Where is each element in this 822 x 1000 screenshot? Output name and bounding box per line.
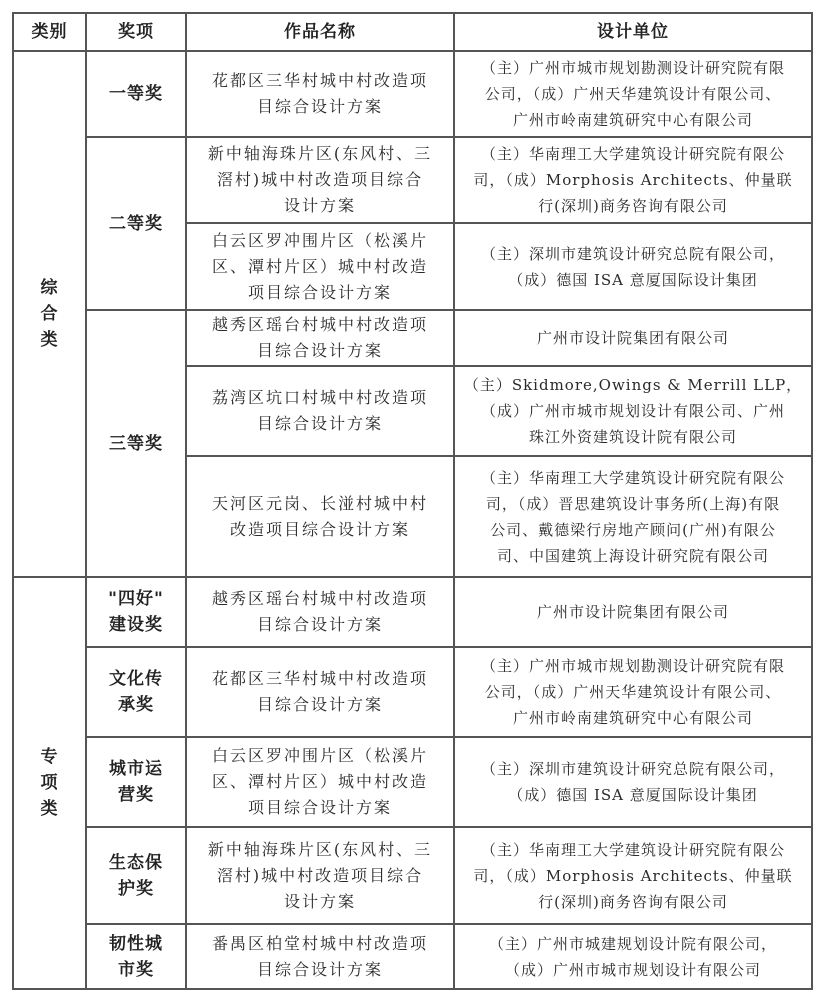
- project-name: 花都区三华村城中村改造项 目综合设计方案: [186, 51, 454, 137]
- design-unit: （主）华南理工大学建筑设计研究院有限公 司，（成）Morphosis Architects、仲量联 行(深圳)商务咨询有限公司: [454, 827, 812, 924]
- table-row: [13, 924, 812, 989]
- design-unit: （主）深圳市建筑设计研究总院有限公司， （成）德国 ISA 意厦国际设计集团: [454, 737, 812, 827]
- award-operation: 城市运 营奖: [86, 737, 186, 827]
- header-row: [13, 13, 812, 51]
- table-row: [13, 577, 812, 647]
- design-unit: （主）Skidmore,Owings & Merrill LLP， （成）广州市城市规划设计有限公司、广州 珠江外资建筑设计院有限公司: [454, 366, 812, 456]
- project-name: 花都区三华村城中村改造项 目综合设计方案: [186, 647, 454, 737]
- table-row: [13, 51, 812, 137]
- design-unit: 广州市设计院集团有限公司: [454, 310, 812, 366]
- design-unit: （主）华南理工大学建筑设计研究院有限公 司，（成）Morphosis Architects、仲量联 行(深圳)商务咨询有限公司: [454, 137, 812, 223]
- project-name: 天河区元岗、长湴村城中村 改造项目综合设计方案: [186, 456, 454, 577]
- design-unit: （主）广州市城市规划勘测设计研究院有限 公司，（成）广州天华建筑设计有限公司、 广州市岭南建筑研究中心有限公司: [454, 647, 812, 737]
- table-row: [13, 310, 812, 366]
- design-unit: （主）华南理工大学建筑设计研究院有限公 司，（成）晋思建筑设计事务所(上海)有限 公司、戴德梁行房地产顾问(广州)有限公 司、中国建筑上海设计研究院有限公司: [454, 456, 812, 577]
- category-special: 专 项 类: [13, 577, 86, 989]
- design-unit: （主）深圳市建筑设计研究总院有限公司， （成）德国 ISA 意厦国际设计集团: [454, 223, 812, 310]
- award-second: 二等奖: [86, 137, 186, 310]
- table-row: [13, 137, 812, 223]
- category-comprehensive: 综 合 类: [13, 51, 86, 577]
- header-category: 类别: [13, 13, 86, 51]
- design-unit: （主）广州市城市规划勘测设计研究院有限 公司，（成）广州天华建筑设计有限公司、 广州市岭南建筑研究中心有限公司: [454, 51, 812, 137]
- project-name: 番禺区柏堂村城中村改造项 目综合设计方案: [186, 924, 454, 989]
- award-first: 一等奖: [86, 51, 186, 137]
- award-culture: 文化传 承奖: [86, 647, 186, 737]
- design-unit: （主）广州市城建规划设计院有限公司， （成）广州市城市规划设计有限公司: [454, 924, 812, 989]
- award-four-good: "四好" 建设奖: [86, 577, 186, 647]
- project-name: 越秀区瑶台村城中村改造项 目综合设计方案: [186, 577, 454, 647]
- design-unit: 广州市设计院集团有限公司: [454, 577, 812, 647]
- project-name: 白云区罗冲围片区（松溪片 区、潭村片区）城中村改造 项目综合设计方案: [186, 223, 454, 310]
- awards-table: [12, 12, 813, 990]
- award-third: 三等奖: [86, 310, 186, 577]
- project-name: 荔湾区坑口村城中村改造项 目综合设计方案: [186, 366, 454, 456]
- project-name: 新中轴海珠片区(东风村、三 滘村)城中村改造项目综合 设计方案: [186, 137, 454, 223]
- award-resilience: 韧性城 市奖: [86, 924, 186, 989]
- header-unit: 设计单位: [454, 13, 812, 51]
- header-name: 作品名称: [186, 13, 454, 51]
- table-row: [13, 827, 812, 924]
- table-row: [13, 647, 812, 737]
- project-name: 新中轴海珠片区(东风村、三 滘村)城中村改造项目综合 设计方案: [186, 827, 454, 924]
- table-row: [13, 737, 812, 827]
- project-name: 白云区罗冲围片区（松溪片 区、潭村片区）城中村改造 项目综合设计方案: [186, 737, 454, 827]
- project-name: 越秀区瑶台村城中村改造项 目综合设计方案: [186, 310, 454, 366]
- award-ecology: 生态保 护奖: [86, 827, 186, 924]
- header-award: 奖项: [86, 13, 186, 51]
